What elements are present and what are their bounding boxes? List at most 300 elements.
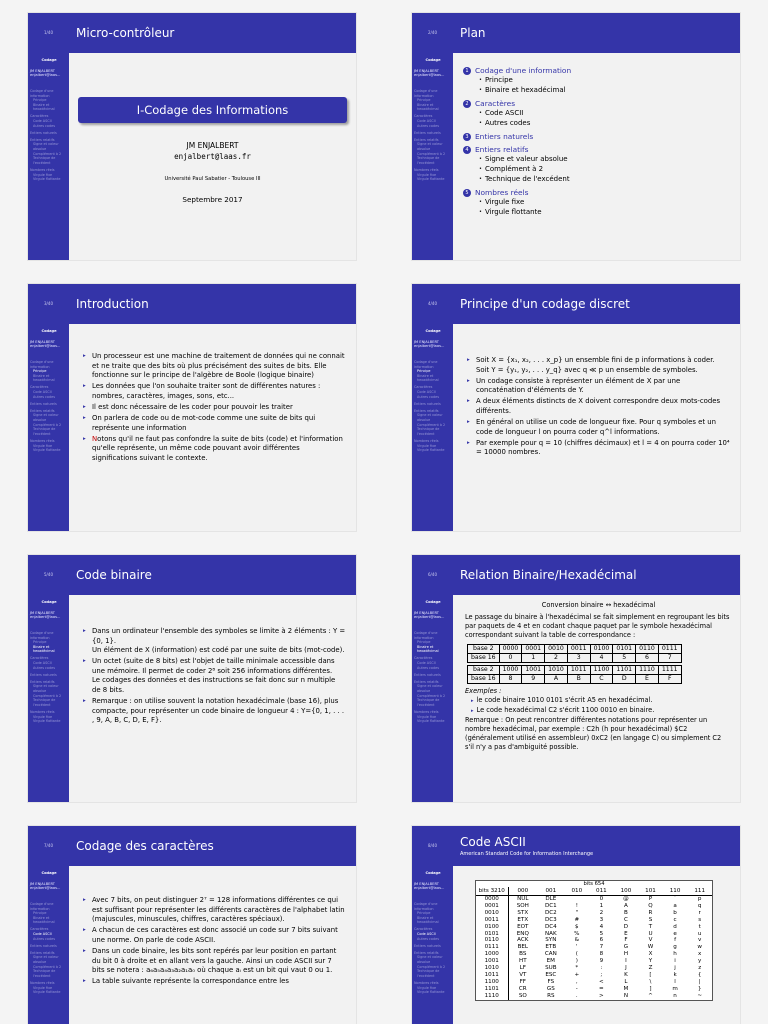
sidebar-author (414, 611, 452, 620)
table-cell: 0001 (476, 903, 508, 910)
sidebar-nav-item[interactable]: absolue (33, 960, 47, 965)
sidebar-nav-item[interactable]: Entiers relatifs (414, 137, 439, 142)
outline-section[interactable] (463, 188, 571, 197)
sidebar-nav-item[interactable]: hexadécimal (417, 649, 439, 654)
sidebar-nav (30, 631, 68, 724)
slide-title[interactable] (28, 13, 356, 260)
sidebar-nav-item[interactable]: Complément à 2 (33, 964, 62, 969)
author-name: JM ENJALBERT (186, 141, 239, 150)
bullet-item: ▸ Il est donc nécessaire de les coder pour pouvoir les traiter (83, 403, 346, 413)
table-cell: 0101 (476, 931, 508, 938)
sidebar-nav-item[interactable]: Caractères (414, 927, 433, 932)
sidebar-nav-item[interactable]: Virgule flottante (417, 719, 445, 724)
table-cell: 0 (599, 896, 604, 902)
sidebar-nav-item[interactable]: Code ASCII (33, 932, 52, 937)
sidebar-nav-item[interactable]: Virgule fixe (33, 443, 53, 448)
outline-subitem[interactable]: • Complément à 2 (463, 164, 571, 174)
remark-text: Remarque : On peut rencontrer différentes notations pour représenter un nombre hexadécimal, par exemple : C2h (h pour hexadécimal) $C2 (généralement utilisé en assembleur) 0xC2 (en langage C) ou simplement C2 s'il n'y a pas d'ambiguité possible. (465, 716, 722, 751)
slide-header (69, 826, 356, 866)
section-title: Nombres réels (475, 188, 529, 197)
table-cell: D (613, 675, 636, 684)
sidebar-title[interactable]: Codage (41, 600, 57, 604)
table-cell: ` (673, 896, 677, 902)
table-cell: SUB (545, 965, 557, 972)
table-cell: 2 (545, 654, 568, 663)
sidebar-nav-item[interactable]: information (30, 93, 50, 98)
sidebar-nav-item[interactable]: hexadécimal (33, 920, 55, 925)
slide-body (453, 866, 740, 1024)
sidebar-nav-item[interactable]: Signe et valeur (33, 142, 59, 147)
outline-section[interactable] (463, 132, 571, 141)
table-cell: EOT (517, 923, 529, 930)
sidebar-nav-item[interactable]: Principe (417, 369, 431, 374)
sidebar-nav-item[interactable]: Signe et valeur (417, 413, 443, 418)
sidebar-author (30, 882, 68, 891)
sidebar-nav-item[interactable]: Code ASCII (33, 390, 52, 395)
sidebar-nav-item[interactable]: information (414, 635, 434, 640)
sidebar-nav-item[interactable]: Nombres réels (30, 709, 55, 714)
table-cell: F (624, 937, 628, 944)
table-cell: k (673, 971, 677, 978)
table-cell: 3 (599, 916, 604, 923)
sidebar-nav-item[interactable]: l'excédent (33, 431, 51, 436)
sidebar-nav-item[interactable]: Nombres réels (414, 438, 439, 443)
sidebar-nav-item[interactable]: Complément à 2 (33, 693, 62, 698)
sidebar-nav-item[interactable]: Entiers relatifs (414, 408, 439, 413)
sidebar-nav-item[interactable]: Signe et valeur (33, 684, 59, 689)
examples-label: Exemples : (465, 687, 502, 695)
section-number: 1 (463, 67, 471, 75)
sidebar-nav-item[interactable]: Virgule flottante (33, 719, 61, 724)
table-cell: 6 (599, 937, 604, 944)
sidebar-author-line: JM ENJALBERT (30, 340, 55, 344)
table-cell: 4 (590, 654, 613, 663)
sidebar-nav-item[interactable]: Entiers naturels (414, 943, 441, 948)
block-title: Conversion binaire ↔ hexadécimal (541, 601, 656, 609)
sidebar-nav-item[interactable]: Complément à 2 (417, 964, 446, 969)
table-cell: 0 (499, 654, 522, 663)
sidebar-nav-item[interactable]: Technique de (33, 969, 56, 974)
sidebar-nav-item[interactable]: Complément à 2 (417, 693, 446, 698)
example-item: ▸ le code binaire 1010 0101 s'écrit A5 en hexadécimal. (471, 696, 732, 706)
slide-header (453, 555, 740, 595)
sidebar-nav-item[interactable]: Entiers naturels (30, 943, 57, 948)
sidebar-nav-item[interactable]: Entiers relatifs (30, 950, 55, 955)
sidebar-nav-item[interactable]: Caractères (414, 114, 433, 119)
table-cell: f (674, 937, 677, 944)
sidebar-nav-item[interactable]: Binaire et (33, 644, 50, 649)
sidebar-nav-item[interactable]: Caractères (414, 385, 433, 390)
sidebar-nav-item[interactable]: Technique de (417, 156, 440, 161)
page-number: 4/40 (428, 301, 437, 306)
section-number: 3 (463, 133, 471, 141)
sidebar-nav (30, 89, 68, 182)
sidebar-nav-item[interactable]: absolue (417, 147, 431, 152)
sidebar-nav-item[interactable]: Signe et valeur (417, 142, 443, 147)
table-cell: " (575, 909, 579, 916)
sidebar-nav-item[interactable]: l'excédent (417, 160, 435, 165)
table-cell: | (698, 978, 701, 985)
table-cell: 1000 (476, 951, 508, 958)
sidebar-nav-item[interactable]: Technique de (417, 969, 440, 974)
table-cell: [ (649, 971, 652, 978)
sidebar-nav-item[interactable]: information (30, 635, 50, 640)
column-header: 100 (614, 887, 639, 896)
sidebar-nav-item[interactable]: l'excédent (33, 973, 51, 978)
sidebar-title[interactable]: Codage (425, 329, 441, 333)
sidebar-nav-item[interactable]: Principe (417, 640, 431, 645)
slide-title-text: Codage des caractères (76, 839, 214, 853)
table-cell: 0000 (476, 896, 508, 903)
sidebar-nav-item[interactable]: Code ASCII (417, 390, 436, 395)
table-cell: ETB (545, 944, 557, 951)
sidebar-nav-item[interactable]: information (414, 93, 434, 98)
bullet-item: ▸ Remarque : on utilise souvent la notation hexadécimale (base 16), plus compacte, pour représenter un code binaire de longueur 4 : Y={0, 1, . . . , 9, A, B, C, D, E, F}. (83, 697, 346, 726)
sidebar-nav-item[interactable]: Signe et valeur (417, 684, 443, 689)
table-cell: 3 (567, 654, 590, 663)
outline-subitem[interactable]: • Code ASCII (463, 108, 571, 118)
hex-table (467, 665, 682, 684)
sidebar-nav-item[interactable]: Technique de (33, 698, 56, 703)
sidebar-nav-item[interactable]: Binaire et (33, 373, 50, 378)
table-cell: Y (648, 958, 653, 965)
sidebar-nav-item[interactable]: Entiers naturels (30, 401, 57, 406)
table-cell: E (624, 930, 628, 937)
table-cell: B (567, 675, 590, 684)
sidebar-nav-item[interactable]: Entiers relatifs (414, 679, 439, 684)
sidebar-nav-item[interactable]: Autres codes (33, 665, 55, 670)
sidebar-nav-item[interactable]: Technique de (33, 156, 56, 161)
table-row (468, 645, 682, 654)
sidebar-nav-item[interactable]: Complément à 2 (33, 151, 62, 156)
sidebar-nav-item[interactable]: Codage d'une (30, 902, 54, 906)
sidebar-nav-item[interactable]: absolue (417, 418, 431, 423)
bullet-item: ▸ A chacun de ces caractères est donc associé un code sur 7 bits suivant une norme. On parle de code ASCII. (83, 926, 346, 945)
sidebar-nav-item[interactable]: Caractères (30, 927, 49, 932)
table-cell: ENQ (516, 930, 529, 937)
sidebar-nav-item[interactable]: Autres codes (417, 665, 439, 670)
column-header: 001 (537, 887, 564, 896)
sidebar-nav-item[interactable]: Technique de (33, 427, 56, 432)
sidebar-nav-item[interactable]: Codage d'une (414, 902, 438, 906)
sidebar-nav-item[interactable]: Virgule fixe (417, 443, 437, 448)
slide-body (69, 53, 356, 260)
table-cell: # (574, 916, 580, 923)
table-cell: a (673, 902, 677, 909)
sidebar-nav-item[interactable]: hexadécimal (33, 649, 55, 654)
sidebar-nav-item[interactable]: Principe (33, 911, 47, 916)
sidebar-nav-item[interactable]: Caractères (414, 656, 433, 661)
table-cell: S (648, 916, 653, 923)
sidebar-nav-item[interactable]: Virgule fixe (33, 714, 53, 719)
slide-header (453, 826, 740, 866)
table-cell: 1110 (476, 993, 508, 1000)
sidebar-nav-item[interactable]: Signe et valeur (33, 413, 59, 418)
sidebar-nav-item[interactable]: Codage d'une (30, 89, 54, 93)
sidebar-nav-item[interactable]: Entiers relatifs (414, 950, 439, 955)
sidebar-author (30, 611, 68, 620)
slide-codage-caracteres[interactable] (28, 826, 356, 1024)
sidebar-nav-item[interactable]: Nombres réels (414, 167, 439, 172)
sidebar-nav-item[interactable]: Code ASCII (33, 119, 52, 124)
sidebar-author-line: JM ENJALBERT (30, 611, 55, 615)
sidebar-nav-item[interactable]: Virgule fixe (33, 172, 53, 177)
page-number: 7/40 (44, 843, 53, 848)
sidebar-nav-item[interactable]: absolue (33, 418, 47, 423)
table-cell: x (698, 951, 702, 958)
sidebar-title[interactable]: Codage (425, 871, 441, 875)
slide-code-ascii[interactable] (412, 826, 740, 1024)
sidebar-title[interactable]: Codage (425, 600, 441, 604)
outline-subitem[interactable]: • Virgule fixe (463, 197, 571, 207)
sidebar-nav-item[interactable]: Codage d'une (414, 360, 438, 364)
sidebar-author (414, 340, 452, 349)
table-cell: V (648, 937, 653, 944)
table-cell: : (600, 965, 603, 972)
slide-header (69, 13, 356, 53)
table-cell: Q (648, 902, 653, 909)
sidebar-nav-item[interactable]: Autres codes (417, 123, 439, 128)
sidebar-nav-item[interactable]: Principe (33, 98, 47, 103)
table-cell: 0101 (613, 645, 636, 654)
table-cell: u (697, 930, 702, 937)
sidebar-nav-item[interactable]: Virgule flottante (33, 177, 61, 182)
sidebar-nav-item[interactable]: l'excédent (33, 702, 51, 707)
sidebar-nav-item[interactable]: Nombres réels (30, 438, 55, 443)
sidebar-nav-item[interactable]: Principe (33, 369, 47, 374)
sidebar-nav-item[interactable]: Caractères (30, 114, 49, 119)
sidebar-nav-item[interactable]: Autres codes (33, 123, 55, 128)
table-cell: = (599, 985, 604, 992)
sidebar-nav (414, 902, 452, 995)
slide-code-binaire[interactable] (28, 555, 356, 802)
sidebar-nav-item[interactable]: Binaire et (417, 644, 434, 649)
table-cell: * (575, 965, 579, 972)
bullet-text: Le codages des données et des instructions se fait donc sur n multiple de 8 bits. (92, 676, 336, 695)
table-cell: C (623, 916, 628, 923)
sidebar-nav-item[interactable]: information (414, 364, 434, 369)
sidebar-nav-item[interactable]: Virgule flottante (417, 448, 445, 453)
sidebar-nav-item[interactable]: Code ASCII (417, 932, 436, 937)
sidebar-nav-item[interactable]: Code ASCII (417, 661, 436, 666)
sidebar-nav-item[interactable]: hexadécimal (33, 378, 55, 383)
bullet-list (83, 352, 346, 465)
table-cell: 0111 (658, 645, 681, 654)
sidebar-title[interactable]: Codage (41, 58, 57, 62)
sidebar-nav-item[interactable]: Nombres réels (414, 980, 439, 985)
table-cell: ACK (517, 937, 529, 944)
slide-plan[interactable] (412, 13, 740, 260)
table-cell (565, 896, 590, 903)
table-cell: 1100 (476, 979, 508, 986)
sidebar-nav-item[interactable]: absolue (417, 689, 431, 694)
slide-body (69, 324, 356, 531)
sidebar-author-line: JM ENJALBERT (414, 340, 439, 344)
slide-title-text: Principe d'un codage discret (460, 297, 630, 311)
sidebar-nav-item[interactable]: Codage d'une (414, 89, 438, 93)
table-cell: M (623, 985, 629, 992)
slide-principe[interactable] (412, 284, 740, 531)
sidebar-nav-item[interactable]: Nombres réels (30, 167, 55, 172)
sidebar-nav-item[interactable]: hexadécimal (417, 920, 439, 925)
outline-section[interactable] (463, 145, 571, 154)
table-row (468, 654, 682, 663)
table-row (476, 965, 712, 972)
sidebar-nav-item[interactable]: l'excédent (417, 973, 435, 978)
table-cell: ' (576, 944, 578, 951)
sidebar-nav-item[interactable]: Virgule flottante (417, 990, 445, 995)
slide-introduction[interactable] (28, 284, 356, 531)
outline-section[interactable] (463, 66, 571, 75)
table-cell: ] (649, 985, 652, 992)
outline-subitem[interactable]: • Autres codes (463, 118, 571, 128)
table-cell: 0111 (476, 944, 508, 951)
sidebar-nav-item[interactable]: Entiers relatifs (30, 679, 55, 684)
sidebar-nav-item[interactable]: Virgule fixe (417, 172, 437, 177)
slide-relation-binaire-hexa[interactable] (412, 555, 740, 802)
sidebar-nav-item[interactable]: Caractères (30, 385, 49, 390)
sidebar-nav-item[interactable]: Virgule fixe (33, 985, 53, 990)
sidebar-nav-item[interactable]: Entiers naturels (414, 130, 441, 135)
table-cell: BS (519, 951, 527, 958)
sidebar-nav-item[interactable]: Complément à 2 (33, 422, 62, 427)
sidebar-nav-item[interactable]: Signe et valeur (417, 955, 443, 960)
table-cell: NUL (517, 896, 529, 902)
table-cell: EM (546, 958, 556, 965)
table-cell: j (674, 965, 676, 972)
sidebar-nav-item[interactable]: absolue (417, 960, 431, 965)
sidebar-nav-item[interactable]: Autres codes (417, 394, 439, 399)
table-cell: 0010 (545, 645, 568, 654)
bullet-item: ▸ A deux éléments distincts de X doivent correspondre deux mots-codes différents. (467, 397, 730, 416)
sidebar-nav-item[interactable]: l'excédent (33, 160, 51, 165)
sidebar-nav-item[interactable]: Virgule flottante (33, 448, 61, 453)
sidebar-nav-item[interactable]: l'excédent (417, 702, 435, 707)
sidebar-nav-item[interactable]: Principe (417, 98, 431, 103)
sidebar-nav-item[interactable]: Binaire et (417, 102, 434, 107)
sidebar-nav-item[interactable]: Nombres réels (30, 980, 55, 985)
bullet-item: ▸ En général on utilise un code de longueur fixe. Pour q symboles et un code de longueur l on pourra coder q^l informations. (467, 418, 730, 437)
outline-section[interactable] (463, 99, 571, 108)
table-cell: G (623, 944, 629, 951)
bullet-item (83, 435, 346, 464)
sidebar-nav-item[interactable]: hexadécimal (417, 378, 439, 383)
sidebar-nav-item[interactable]: Autres codes (33, 394, 55, 399)
sidebar-nav-item[interactable]: Codage d'une (30, 631, 54, 635)
table-cell: Z (648, 965, 653, 972)
table-cell: ^ (648, 992, 653, 999)
table-cell: g (673, 944, 677, 951)
example-item: ▸ Le code hexadécimal C2 s'écrit 1100 0010 en binaire. (471, 706, 732, 716)
slide-title-text: Introduction (76, 297, 149, 311)
sidebar-title[interactable]: Codage (41, 329, 57, 333)
table-cell: ! (575, 902, 578, 909)
table-cell: z (698, 965, 702, 972)
sidebar-nav-item[interactable]: l'excédent (417, 431, 435, 436)
sidebar-nav-item[interactable]: Complément à 2 (417, 151, 446, 156)
sidebar-nav-item[interactable]: Complément à 2 (417, 422, 446, 427)
table-cell: - (575, 985, 578, 992)
table-cell: < (599, 978, 604, 985)
sidebar-nav-item[interactable]: Signe et valeur (33, 955, 59, 960)
table-cell: U (648, 930, 653, 937)
table-row (476, 944, 712, 951)
sidebar-nav-item[interactable]: Entiers naturels (414, 672, 441, 677)
sidebar-nav-item[interactable]: absolue (33, 689, 47, 694)
bullet-item (83, 627, 346, 656)
table-cell: ETX (517, 916, 529, 923)
sidebar-nav-item[interactable]: Virgule flottante (417, 177, 445, 182)
sidebar-nav-item[interactable]: hexadécimal (33, 107, 55, 112)
sidebar-nav-item[interactable]: Autres codes (417, 936, 439, 941)
sidebar-nav-item[interactable]: Binaire et (33, 102, 50, 107)
outline-subitem[interactable]: • Principe (463, 75, 571, 85)
sidebar-nav-item[interactable]: Nombres réels (414, 709, 439, 714)
table-cell: DC3 (544, 916, 557, 923)
section-title: Entiers relatifs (475, 145, 529, 154)
sidebar-nav-item[interactable]: Code ASCII (33, 661, 52, 666)
sidebar-nav-item[interactable]: Technique de (417, 427, 440, 432)
sidebar-nav-item[interactable]: Caractères (30, 656, 49, 661)
sidebar-nav-item[interactable]: Entiers relatifs (30, 408, 55, 413)
sidebar-nav-item[interactable]: Entiers relatifs (30, 137, 55, 142)
sidebar-nav-item[interactable]: hexadécimal (417, 107, 439, 112)
sidebar-title[interactable]: Codage (425, 58, 441, 62)
sidebar-nav-item[interactable]: Binaire et (33, 915, 50, 920)
outline-subitem[interactable]: • Binaire et hexadécimal (463, 85, 571, 95)
table-cell: { (697, 971, 702, 978)
outline-subitem[interactable]: • Signe et valeur absolue (463, 154, 571, 164)
table-cell: N (623, 992, 629, 999)
sidebar-nav-item[interactable]: information (30, 364, 50, 369)
table-cell: J (625, 965, 627, 972)
sidebar-title[interactable]: Codage (41, 871, 57, 875)
sidebar-nav-item[interactable]: Virgule fixe (417, 985, 437, 990)
table-row (476, 931, 712, 938)
sidebar-nav-item[interactable]: Binaire et (417, 915, 434, 920)
sidebar-nav-item[interactable]: Code ASCII (417, 119, 436, 124)
outline-subitem[interactable]: • Technique de l'excédent (463, 174, 571, 184)
sidebar-nav-item[interactable]: absolue (33, 147, 47, 152)
sidebar-nav-item[interactable]: Virgule flottante (33, 990, 61, 995)
slide-title-text: Code binaire (76, 568, 152, 582)
sidebar-nav-item[interactable]: Codage d'une (30, 360, 54, 364)
table-row (476, 972, 712, 979)
bullet-list (83, 896, 346, 988)
sidebar-nav-item[interactable]: Entiers naturels (414, 401, 441, 406)
sidebar-nav-item[interactable]: Autres codes (33, 936, 55, 941)
sidebar-nav-item[interactable]: Entiers naturels (30, 672, 57, 677)
table-cell: q (697, 902, 702, 909)
sidebar-nav-item[interactable]: Principe (33, 640, 47, 645)
sidebar-nav-item[interactable]: Entiers naturels (30, 130, 57, 135)
sidebar-nav-item[interactable]: Principe (417, 911, 431, 916)
table-cell: P (648, 896, 653, 902)
sidebar-nav-item[interactable]: information (414, 906, 434, 911)
column-header: 000 (508, 887, 537, 896)
table-cell: ESC (545, 971, 557, 978)
outline-subitem[interactable]: • Virgule flottante (463, 207, 571, 217)
sidebar-nav-item[interactable]: Technique de (417, 698, 440, 703)
sidebar-nav-item[interactable]: Virgule fixe (417, 714, 437, 719)
sidebar-nav-item[interactable]: Codage d'une (414, 631, 438, 635)
table-cell: 9 (599, 958, 604, 965)
sidebar-author-line: enjalbert@laas... (30, 73, 61, 78)
outline-list (463, 66, 571, 217)
sidebar-nav-item[interactable]: information (30, 906, 50, 911)
table-cell: s (698, 916, 702, 923)
sidebar-nav-item[interactable]: Binaire et (417, 373, 434, 378)
